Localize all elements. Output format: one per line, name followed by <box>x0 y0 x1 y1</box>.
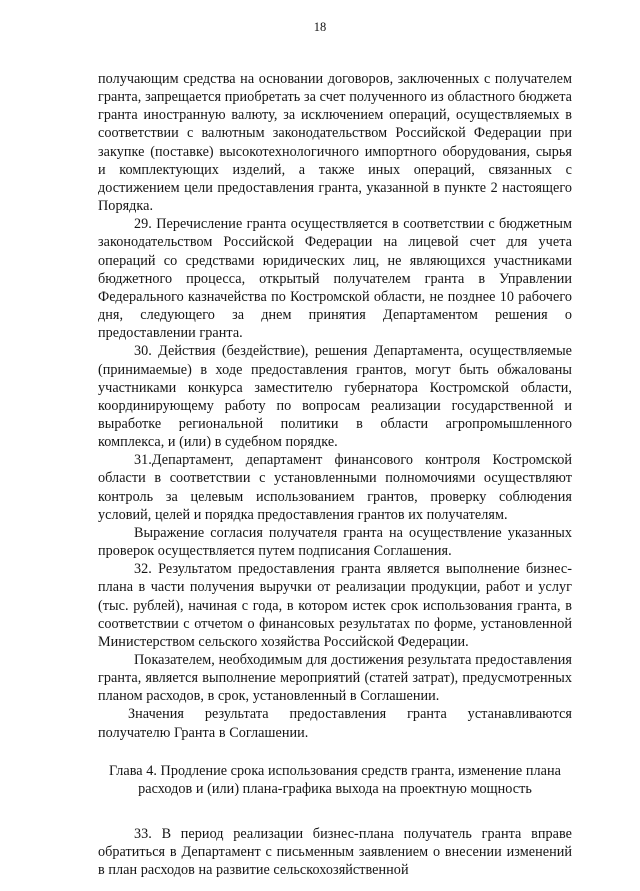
paragraph-30: 30. Действия (бездействие), решения Департамента, осуществляемые (принимаемые) в ходе предоставления грантов, могут быть обжалованы участниками конкурса заместителю губернатора Костромской области, координирующему работу по вопросам реализации государственной и выработке региональной политики в области агропромышленного комплекса, и (или) в судебном порядке. <box>98 343 572 451</box>
document-body <box>98 70 572 879</box>
chapter-heading-line-1: Глава 4. Продление срока использования средств гранта, изменение плана <box>109 762 561 779</box>
spacer <box>98 799 572 825</box>
paragraph-31: 31.Департамент, департамент финансового контроля Костромской области в соответствии с установленными полномочиями осуществляют контроль за целевым использованием грантов, проверку соблюдения условий, целей и порядка предоставления грантов их получателям. <box>98 452 572 523</box>
paragraph-continuation: получающим средства на основании договоров, заключенных с получателем гранта, запрещается приобретать за счет полученного из областного бюджета гранта иностранную валюту, за исключением операций, осуществляемых в соответствии с валютным законодательством Российской Федерации при закупке (поставке) высокотехнологичного импортного оборудования, сырья и комплектующих изделий, а также иных операций, связанных с достижением цели предоставления гранта, указанной в пункте 2 настоящего Порядка. <box>98 71 572 215</box>
chapter-heading-line-2: расходов и (или) плана-графика выхода на проектную мощность <box>138 781 532 798</box>
paragraph-32-indicator: Показателем, необходимым для достижения результата предоставления гранта, является выполнение мероприятий (статей затрат), предусмотренных планом расходов, в срок, установленный в Соглашении. <box>98 652 572 705</box>
paragraph-31-consent: Выражение согласия получателя гранта на осуществление указанных проверок осуществляется путем подписания Соглашения. <box>98 524 572 560</box>
paragraph-29: 29. Перечисление гранта осуществляется в соответствии с бюджетным законодательством Российской Федерации на лицевой счет для учета операций со средствами юридических лиц, не являющихся участниками бюджетного процесса, открытый получателем гранта в Управлении Федерального казначейства по Костромской области, не позднее 10 рабочего дня, следующего за днем принятия Департаментом решения о предоставлении гранта. <box>98 216 572 342</box>
paragraph-32-values: Значения результата предоставления гранта устанавливаются получателю Гранта в Соглашении. <box>98 706 572 741</box>
page-number: 18 <box>313 20 327 34</box>
paragraph-33: 33. В период реализации бизнес-плана получатель гранта вправе обратиться в Департамент с письменным заявлением о внесении изменений в план расходов на развитие сельскохозяйственной <box>98 825 572 879</box>
chapter-heading <box>98 762 572 799</box>
paragraph-32: 32. Результатом предоставления гранта является выполнение бизнес-плана в части получения выручки от реализации продукции, работ и услуг (тыс. рублей), начиная с года, в котором истек срок использования гранта, в соответствии с отчетом о финансовых результатах по форме, установленной Министерством сельского хозяйства Российской Федерации. <box>98 561 572 650</box>
